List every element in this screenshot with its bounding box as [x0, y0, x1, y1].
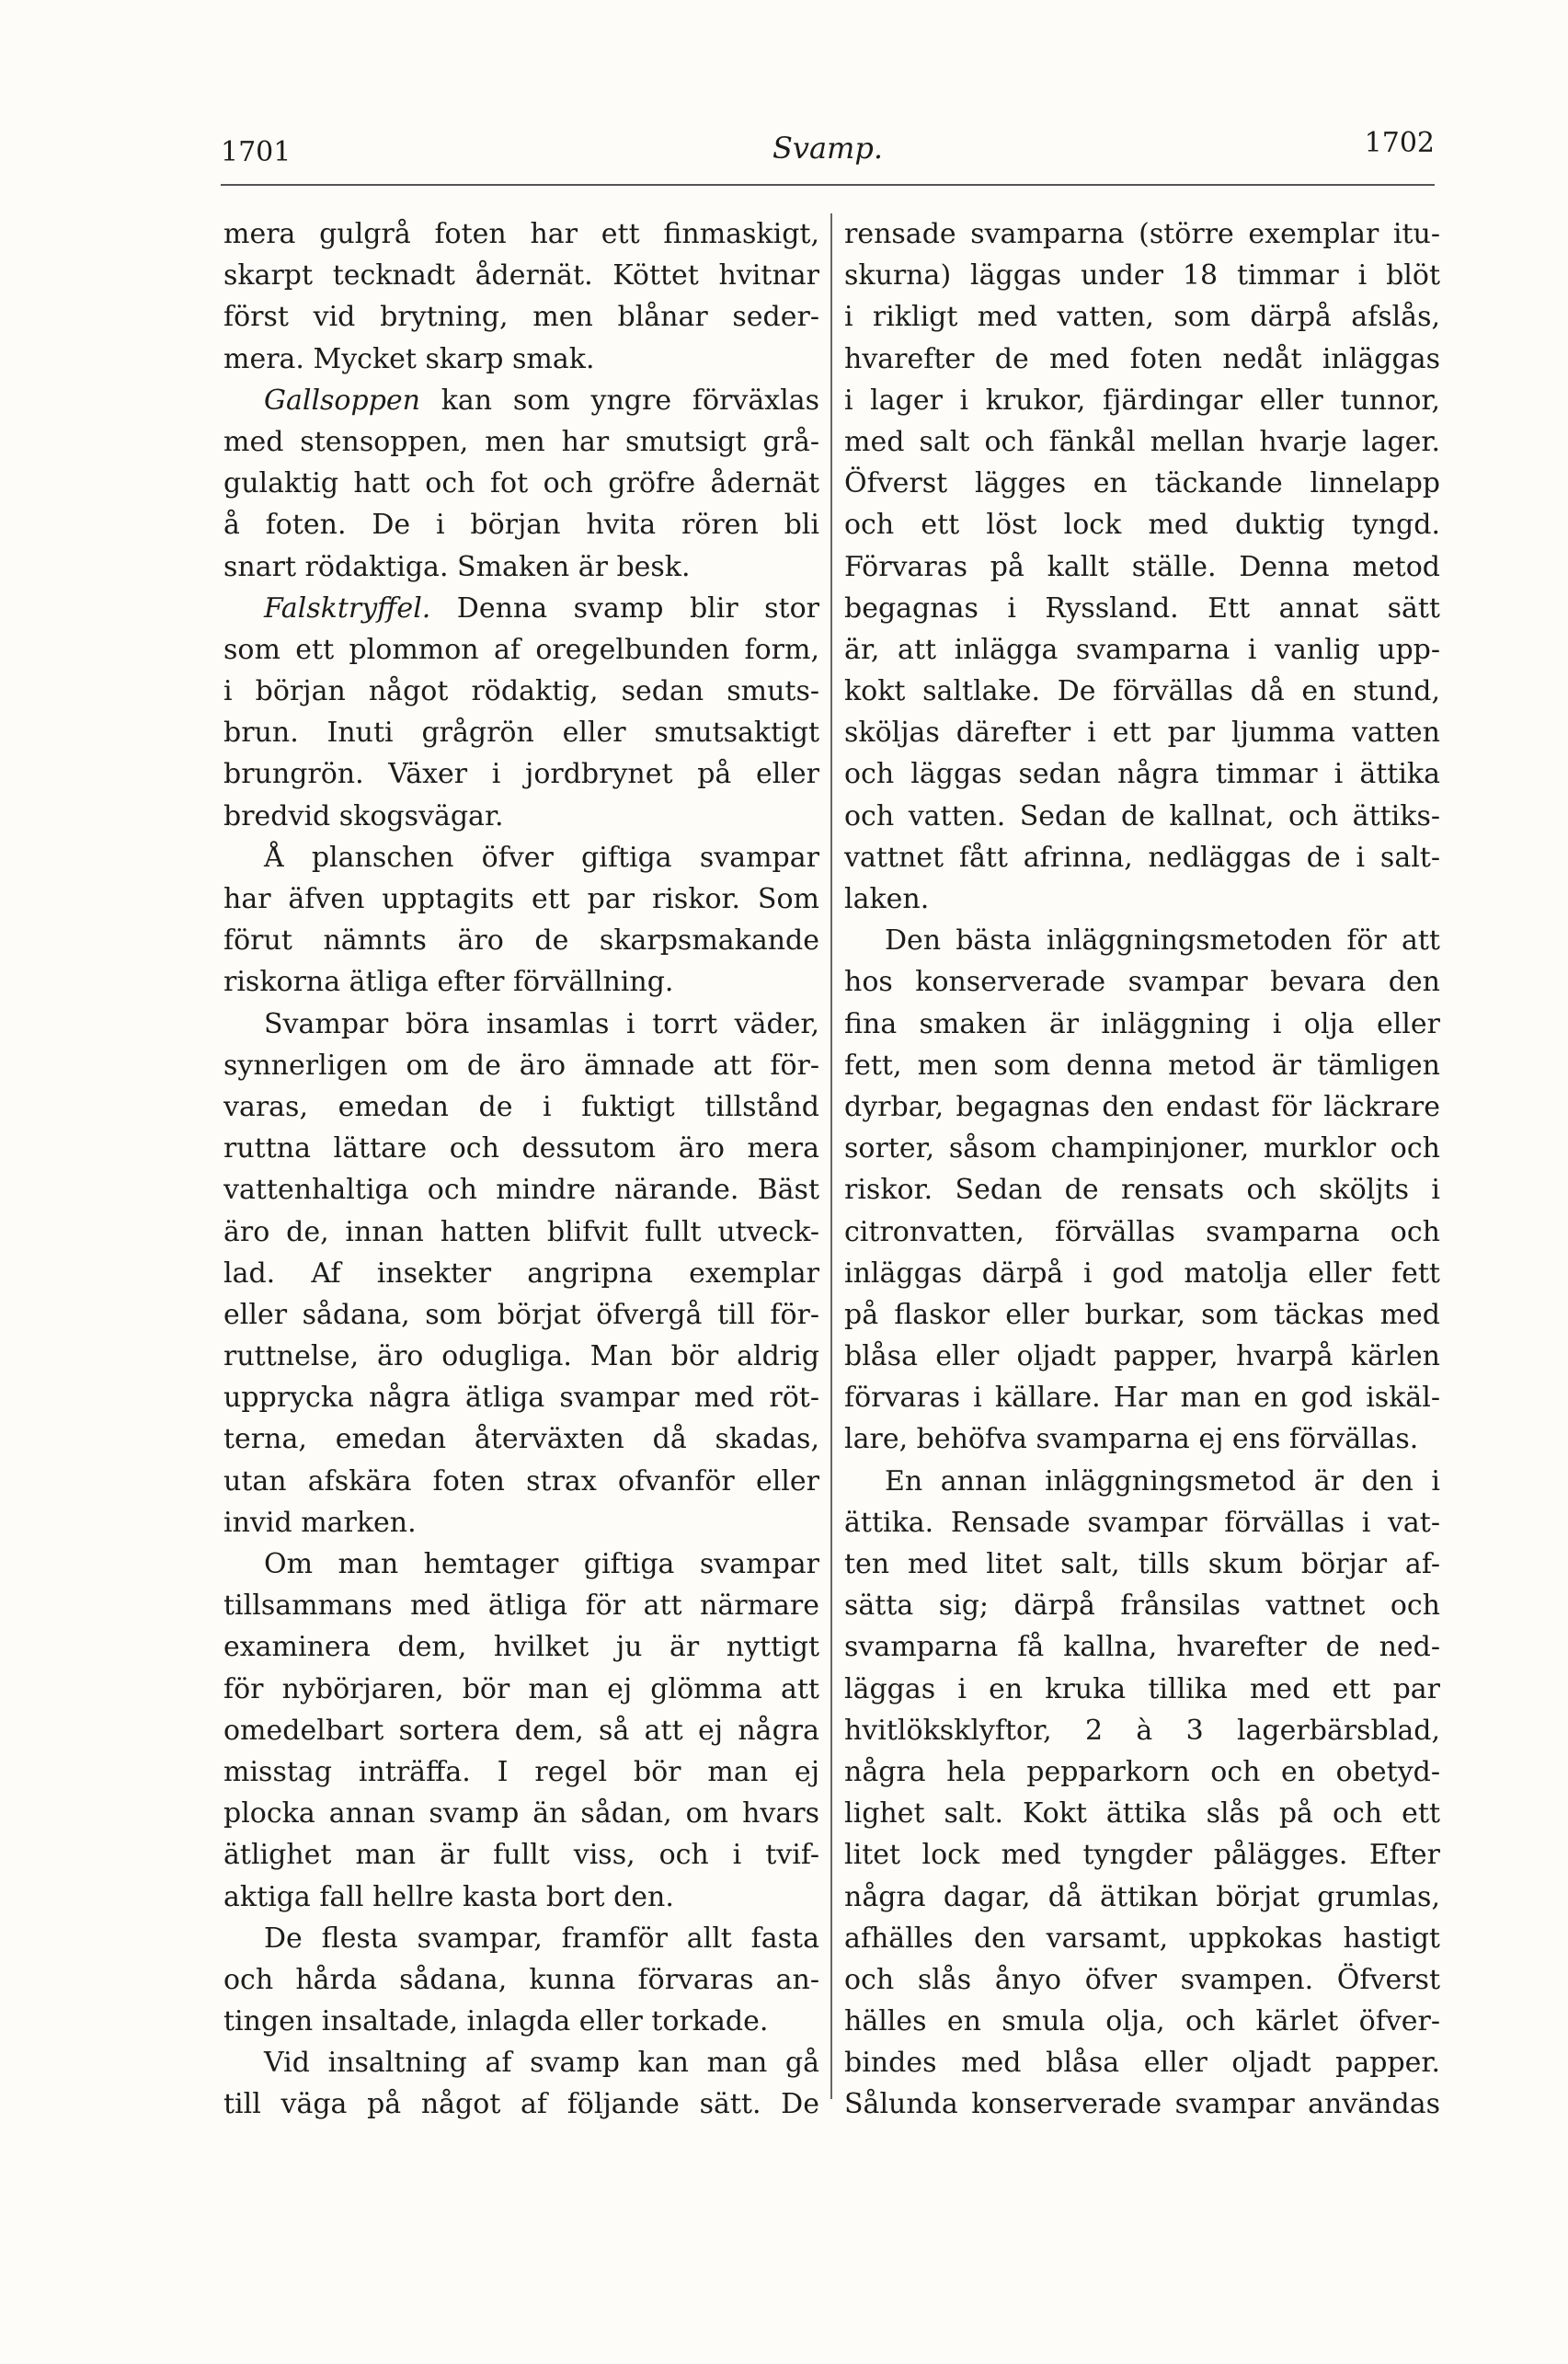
text-line — [223, 339, 819, 380]
line-text: bindes med blåsa eller oljadt papper. — [844, 2047, 1440, 2080]
text-line — [223, 2042, 819, 2083]
line-text: lare, behöfva svamparna ej ens förvällas. — [844, 1423, 1419, 1456]
line-text: Vid insaltning af svamp kan man gå — [264, 2047, 819, 2080]
text-line — [223, 961, 819, 1003]
text-line — [844, 1169, 1440, 1211]
line-text: varas, emedan de i fuktigt tillstånd — [223, 1090, 819, 1123]
text-line — [844, 1876, 1440, 1918]
text-line — [844, 1751, 1440, 1793]
line-text: afhälles den varsamt, uppkokas hastigt — [844, 1922, 1440, 1955]
line-text: mera gulgrå foten har ett finmaskigt, — [223, 218, 819, 250]
text-line — [844, 1128, 1440, 1169]
line-text: kokt saltlake. De förvällas då en stund, — [844, 675, 1440, 708]
text-line — [844, 2001, 1440, 2042]
text-line — [844, 296, 1440, 338]
line-text: sköljas därefter i ett par ljumma vatten — [844, 717, 1440, 750]
line-text: utan afskära foten strax ofvanför eller — [223, 1464, 819, 1498]
line-text: misstag inträffa. I regel bör man ej — [223, 1755, 819, 1788]
text-line — [223, 753, 819, 795]
line-text: gulaktig hatt och fot och gröfre ådernät — [223, 467, 819, 500]
text-line — [223, 588, 819, 629]
text-line — [223, 1253, 819, 1294]
text-line — [844, 837, 1440, 878]
text-line — [223, 1876, 819, 1918]
line-text: sorter, såsom champinjoner, murklor och — [844, 1132, 1440, 1165]
line-text: Den bästa inläggningsmetoden för att — [885, 924, 1440, 958]
line-text: i lager i krukor, fjärdingar eller tunnor, — [844, 384, 1440, 417]
line-text: terna, emedan återväxten då skadas, — [223, 1423, 819, 1456]
text-line — [223, 213, 819, 255]
right-text-column — [844, 213, 1440, 2126]
line-text: riskor. Sedan de rensats och sköljts i — [844, 1174, 1440, 1207]
line-text: lad. Af insekter angripna exemplar — [223, 1257, 819, 1290]
line-text: tillsammans med ätliga för att närmare — [223, 1589, 819, 1623]
line-text: mera. Mycket skarp smak. — [223, 342, 595, 375]
running-title: Svamp. — [772, 131, 884, 166]
running-header — [221, 118, 1435, 173]
line-text: blåsa eller oljadt papper, hvarpå kärlen — [844, 1340, 1440, 1373]
line-text: brun. Inuti grågrön eller smutsaktigt — [223, 717, 819, 750]
text-line — [844, 1669, 1440, 1710]
line-text: på flaskor eller burkar, som täckas med — [844, 1298, 1440, 1331]
line-text: till väga på något af följande sätt. De — [223, 2088, 819, 2121]
text-line — [844, 463, 1440, 504]
text-line — [844, 339, 1440, 380]
text-line — [844, 1543, 1440, 1585]
line-text: fina smaken är inläggning i olja eller — [844, 1007, 1440, 1040]
header-rule — [221, 184, 1435, 186]
line-text: läggas i en kruka tillika med ett par — [844, 1672, 1440, 1705]
text-line — [844, 1086, 1440, 1128]
text-line — [223, 504, 819, 545]
text-line — [223, 1669, 819, 1710]
line-text: som ett plommon af oregelbunden form, — [223, 633, 819, 666]
text-line — [844, 629, 1440, 671]
line-text: lighet salt. Kokt ättika slås på och ett — [844, 1797, 1440, 1830]
text-line — [844, 588, 1440, 629]
line-text: Förvaras på kallt ställe. Denna metod — [844, 550, 1440, 583]
text-line — [844, 1585, 1440, 1626]
line-text: några dagar, då ättikan börjat grumlas, — [844, 1880, 1440, 1913]
line-text: invid marken. — [223, 1506, 417, 1539]
text-line — [223, 1169, 819, 1211]
text-line — [844, 1211, 1440, 1253]
line-text: De flesta svampar, framför allt fasta — [264, 1922, 819, 1955]
line-text: förut nämnts äro de skarpsmakande — [223, 924, 819, 958]
text-line — [844, 504, 1440, 545]
italic-term: Gallsoppen — [264, 384, 420, 417]
text-line — [844, 920, 1440, 961]
line-text: eller sådana, som börjat öfvergå till för- — [223, 1298, 819, 1331]
text-line — [223, 255, 819, 296]
line-text: äro de, innan hatten blifvit fullt utveck- — [223, 1215, 819, 1248]
text-line — [223, 1461, 819, 1502]
text-line — [844, 1793, 1440, 1834]
line-text: tingen insaltade, inlagda eller torkade. — [223, 2005, 769, 2038]
text-line — [223, 796, 819, 837]
line-text: hvitlöksklyftor, 2 à 3 lagerbärsblad, — [844, 1714, 1440, 1747]
line-text: är, att inlägga svamparna i vanlig upp- — [844, 633, 1440, 666]
text-line — [223, 712, 819, 753]
text-line — [844, 213, 1440, 255]
text-line — [844, 1502, 1440, 1543]
line-text: vattenhaltiga och mindre närande. Bäst — [223, 1174, 819, 1207]
text-line — [844, 1418, 1440, 1460]
left-page-number: 1701 — [221, 136, 292, 168]
line-text: Denna svamp blir stor — [430, 591, 819, 625]
line-text: ten med litet salt, tills skum börjar af- — [844, 1548, 1440, 1580]
line-text: kan som yngre förväxlas — [419, 384, 819, 417]
text-line — [844, 1959, 1440, 2001]
column-divider — [830, 213, 832, 2099]
line-text: begagnas i Ryssland. Ett annat sätt — [844, 591, 1440, 625]
text-line — [844, 796, 1440, 837]
text-line — [223, 1045, 819, 1086]
line-text: riskorna ätliga efter förvällning. — [223, 966, 674, 999]
text-line — [223, 2001, 819, 2042]
line-text: ättika. Rensade svampar förvällas i vat- — [844, 1506, 1440, 1539]
text-line — [844, 961, 1440, 1003]
line-text: upprycka några ätliga svampar med röt- — [223, 1382, 819, 1415]
text-line — [223, 1336, 819, 1377]
line-text: rensade svamparna (större exemplar itu- — [844, 218, 1440, 250]
line-text: inläggas därpå i god matolja eller fett — [844, 1257, 1440, 1290]
line-text: Å planschen öfver giftiga svampar — [264, 841, 819, 874]
text-line — [223, 1543, 819, 1585]
text-line — [844, 1253, 1440, 1294]
text-line — [223, 1626, 819, 1668]
text-line — [223, 1502, 819, 1543]
line-text: med stensoppen, men har smutsigt grå- — [223, 425, 819, 458]
text-line — [223, 1834, 819, 1876]
text-line — [844, 1045, 1440, 1086]
line-text: plocka annan svamp än sådan, om hvars — [223, 1797, 819, 1830]
text-line — [844, 1336, 1440, 1377]
line-text: ruttna lättare och dessutom äro mera — [223, 1132, 819, 1165]
line-text: hvarefter de med foten nedåt inläggas — [844, 342, 1440, 375]
text-line — [223, 1418, 819, 1460]
text-line — [223, 629, 819, 671]
line-text: synnerligen om de äro ämnade att för- — [223, 1049, 819, 1082]
right-page-number: 1702 — [1364, 127, 1435, 159]
line-text: ruttnelse, äro odugliga. Man bör aldrig — [223, 1340, 819, 1373]
text-line — [844, 546, 1440, 588]
line-text: omedelbart sortera dem, så att ej några — [223, 1714, 819, 1747]
line-text: med salt och fänkål mellan hvarje lager. — [844, 425, 1440, 458]
text-line — [223, 421, 819, 463]
line-text: En annan inläggningsmetod är den i — [885, 1464, 1440, 1498]
line-text: i början något rödaktig, sedan smuts- — [223, 675, 819, 708]
line-text: bredvid skogsvägar. — [223, 799, 504, 832]
italic-term: Falsktryffel. — [264, 591, 431, 625]
line-text: några hela pepparkorn och en obetyd- — [844, 1755, 1440, 1788]
line-text: och ett löst lock med duktig tyngd. — [844, 509, 1440, 542]
text-line — [223, 380, 819, 421]
text-line — [844, 1004, 1440, 1045]
line-text: och läggas sedan några timmar i ättika — [844, 758, 1440, 791]
line-text: litet lock med tyngder pålägges. Efter — [844, 1839, 1440, 1872]
line-text: Om man hemtager giftiga svampar — [264, 1548, 819, 1580]
line-text: för nybörjaren, bör man ej glömma att — [223, 1672, 819, 1705]
text-line — [844, 380, 1440, 421]
text-line — [223, 1128, 819, 1169]
text-line — [844, 1461, 1440, 1502]
line-text: sätta sig; därpå frånsilas vattnet och — [844, 1589, 1440, 1623]
line-text: skurna) läggas under 18 timmar i blöt — [844, 259, 1440, 293]
line-text: vattnet fått afrinna, nedläggas de i salt- — [844, 841, 1440, 874]
left-text-column — [223, 213, 819, 2126]
text-line — [223, 546, 819, 588]
line-text: examinera dem, hvilket ju är nyttigt — [223, 1631, 819, 1664]
text-line — [844, 1626, 1440, 1668]
text-line — [844, 878, 1440, 920]
line-text: först vid brytning, men blånar seder- — [223, 301, 819, 334]
line-text: och hårda sådana, kunna förvaras an- — [223, 1963, 819, 1996]
text-line — [844, 753, 1440, 795]
line-text: skarpt tecknadt ådernät. Köttet hvitnar — [223, 259, 819, 293]
text-line — [844, 712, 1440, 753]
line-text: brungrön. Växer i jordbrynet på eller — [223, 758, 819, 791]
line-text: Öfverst lägges en täckande linnelapp — [844, 467, 1440, 500]
text-line — [223, 1004, 819, 1045]
text-line — [223, 1793, 819, 1834]
text-line — [223, 1585, 819, 1626]
text-line — [223, 1086, 819, 1128]
line-text: dyrbar, begagnas den endast för läckrare — [844, 1090, 1440, 1123]
line-text: fett, men som denna metod är tämligen — [844, 1049, 1440, 1082]
text-line — [223, 1211, 819, 1253]
text-line — [223, 671, 819, 712]
text-line — [223, 1751, 819, 1793]
line-text: ätlighet man är fullt viss, och i tvif- — [223, 1839, 819, 1872]
line-text: har äfven upptagits ett par riskor. Som — [223, 883, 819, 915]
line-text: aktiga fall hellre kasta bort den. — [223, 1880, 674, 1913]
line-text: i rikligt med vatten, som därpå afslås, — [844, 301, 1440, 334]
line-text: laken. — [844, 883, 930, 915]
text-line — [223, 463, 819, 504]
text-line — [223, 1377, 819, 1418]
line-text: Svampar böra insamlas i torrt väder, — [264, 1007, 819, 1040]
text-line — [844, 1834, 1440, 1876]
line-text: Sålunda konserverade svampar användas — [844, 2088, 1440, 2121]
text-line — [223, 1710, 819, 1751]
text-line — [223, 1918, 819, 1959]
text-line — [844, 255, 1440, 296]
text-line — [223, 920, 819, 961]
text-line — [844, 1294, 1440, 1336]
text-line — [844, 1710, 1440, 1751]
text-line — [223, 2083, 819, 2125]
line-text: och slås ånyo öfver svampen. Öfverst — [844, 1963, 1440, 1996]
text-line — [844, 2083, 1440, 2125]
text-line — [223, 878, 819, 920]
line-text: och vatten. Sedan de kallnat, och ättiks- — [844, 799, 1440, 832]
text-line — [223, 296, 819, 338]
line-text: citronvatten, förvällas svamparna och — [844, 1215, 1440, 1248]
text-line — [223, 1294, 819, 1336]
text-line — [223, 837, 819, 878]
text-line — [844, 2042, 1440, 2083]
text-line — [844, 1377, 1440, 1418]
line-text: förvaras i källare. Har man en god iskäl- — [844, 1382, 1440, 1415]
text-line — [844, 671, 1440, 712]
line-text: hos konserverade svampar bevara den — [844, 966, 1440, 999]
text-line — [223, 1959, 819, 2001]
line-text: snart rödaktiga. Smaken är besk. — [223, 550, 691, 583]
text-line — [844, 421, 1440, 463]
line-text: å foten. De i början hvita rören bli — [223, 509, 819, 542]
line-text: svamparna få kallna, hvarefter de ned- — [844, 1631, 1440, 1664]
text-line — [844, 1918, 1440, 1959]
line-text: hälles en smula olja, och kärlet öfver- — [844, 2005, 1440, 2038]
